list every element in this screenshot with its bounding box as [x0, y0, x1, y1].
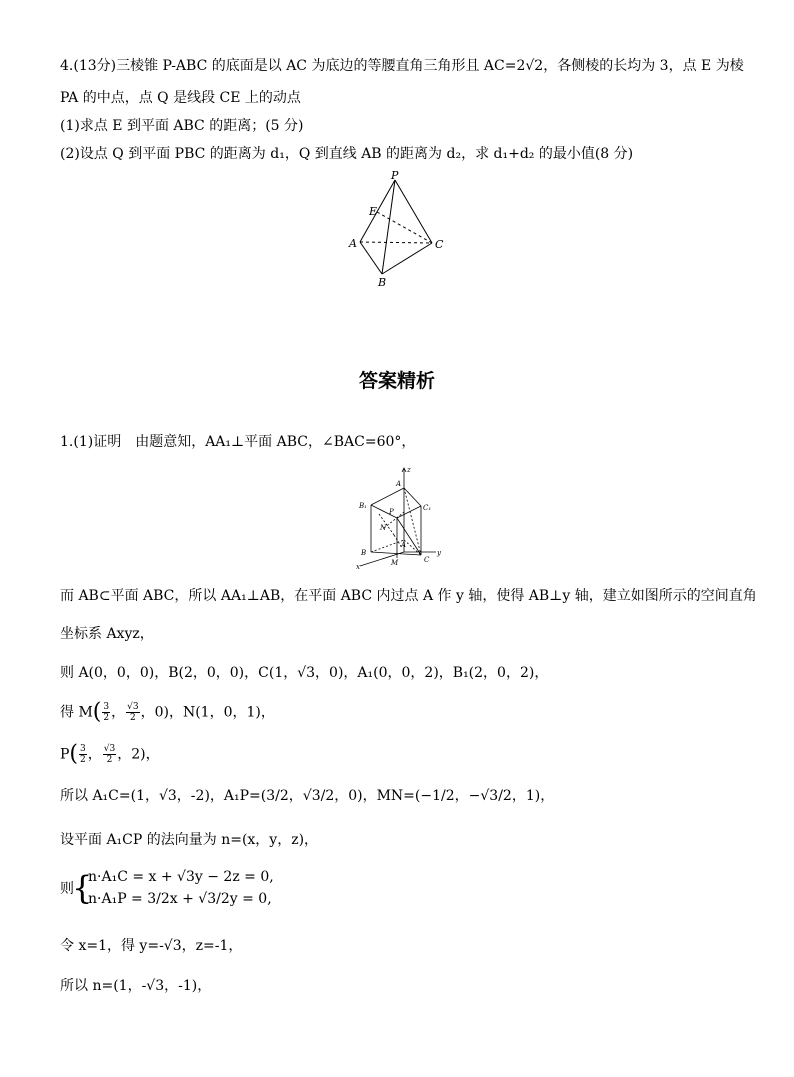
solution-line-6: P( $\frac{3}{2}$ ， $\frac{√3}{2}$ ，2)，	[60, 741, 160, 767]
label-C: C	[435, 238, 444, 251]
solution-line-2: 而 AB⊂平面 ABC，所以 AA₁⊥AB，在平面 ABC 内过点 A 作 y 轴，使得 AB⊥y 轴，建立如图所示的空间直角	[60, 588, 757, 604]
s5-pre: 得 M	[60, 704, 93, 721]
label-A1: A	[396, 480, 402, 488]
system-eq-1: n·A₁C = x + √3y − 2z = 0,	[88, 869, 274, 885]
solution-line-7: 所以 A₁C=(1，√3，-2)，A₁P=(3/2，√3/2，0)，MN=(−1/2，−√3/2，1)，	[60, 788, 555, 804]
problem-line-2: PA 的中点，点 Q 是线段 CE 上的动点	[60, 90, 301, 106]
answer-title: 答案精析	[358, 370, 435, 392]
label-E: E	[369, 205, 378, 218]
label-x: x	[356, 563, 360, 570]
label-A: A	[401, 541, 407, 549]
label-B: B	[378, 276, 387, 289]
label-C1: C₁	[423, 504, 432, 512]
solution-line-1: 1.(1)证明 由题意知，AA₁⊥平面 ABC，∠BAC=60°，	[60, 434, 416, 450]
label-z: z	[407, 466, 411, 474]
label-M: M	[391, 559, 399, 567]
problem-part-1: (1)求点 E 到平面 ABC 的距离；(5 分)	[60, 118, 304, 134]
label-y: y	[437, 549, 441, 557]
solution-line-10: 令 x=1，得 y=-√3，z=-1，	[60, 938, 243, 954]
tetrahedron-figure	[340, 170, 460, 292]
solution-line-5: 得 M( $\frac{3}{2}$ ， $\frac{√3}{2}$ ，0)，N(1，0，1)，	[60, 699, 275, 725]
solution-line-11: 所以 n=(1，-√3，-1)，	[60, 978, 212, 994]
s9-pre: 则	[60, 881, 74, 897]
label-P: P	[389, 508, 394, 516]
label-P: P	[391, 170, 399, 182]
s5-tail: ，0)，N(1，0，1)，	[140, 704, 275, 721]
problem-part-2: (2)设点 Q 到平面 PBC 的距离为 d₁，Q 到直线 AB 的距离为 d₂，求 d₁+d₂ 的最小值(8 分)	[60, 146, 634, 162]
system-eq-2: n·A₁P = 3/2x + √3/2y = 0,	[88, 891, 272, 907]
problem-line-1: 4.(13分)三棱锥 P-ABC 的底面是以 AC 为底边的等腰直角三角形且 AC=2√2，各侧棱的长均为 3，点 E 为棱	[60, 58, 744, 74]
label-B1: B₁	[359, 502, 367, 510]
solution-line-4: 则 A(0，0，0)，B(2，0，0)，C(1，√3，0)，A₁(0，0，2)，B₁(2，0，2)，	[60, 665, 549, 681]
solution-line-8: 设平面 A₁CP 的法向量为 n=(x，y，z)，	[60, 832, 319, 848]
solution-line-3: 坐标系 Axyz，	[60, 626, 154, 642]
label-C: C	[424, 556, 430, 564]
prism-figure	[354, 462, 446, 570]
s6-tail: ，2)，	[117, 746, 160, 763]
label-B: B	[361, 549, 367, 557]
label-N: N	[380, 524, 387, 532]
s6-pre: P	[60, 746, 70, 763]
label-A: A	[349, 237, 357, 250]
